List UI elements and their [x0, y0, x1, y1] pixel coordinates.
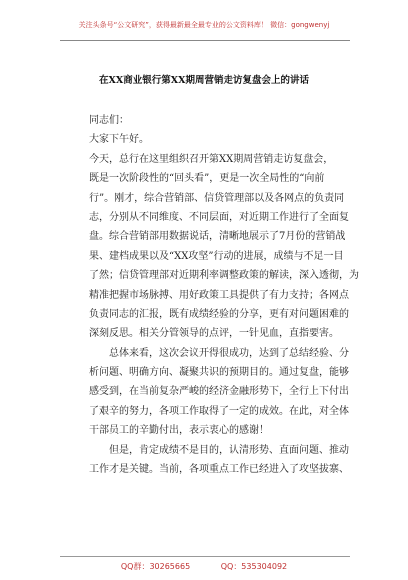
greeting: 大家下午好。: [89, 134, 149, 146]
body-line: 工作才是关键。当前，各项重点工作已经进入了攻坚拔寨、: [89, 464, 349, 476]
header-promo: 关注头条号“公文研究”，获得最新最全最专业的公文资料库！ 微信：gongwenyj: [78, 21, 330, 29]
body-line: 了然；信贷管理部对近期利率调整政策的解读，深入透彻，为: [89, 270, 359, 282]
body-line: 志，分别从不同维度、不同层面，对近期工作进行了全面复: [89, 211, 349, 223]
body-line: 既是一次阶段性的“回头看”，更是一次全局性的“向前: [89, 173, 325, 185]
document-title: 在XX商业银行第XX期周营销走访复盘会上的讲话: [99, 75, 309, 86]
body-line: 负责同志的汇报，既有成绩经验的分享，更有对问题困难的: [89, 308, 349, 320]
header-divider: [60, 40, 350, 41]
body-line: 果、建档成果以及“XX攻坚”行动的进展，成绩与不足一目: [89, 250, 344, 262]
body-line: 但是，肯定成绩不是目的，认清形势、直面问题、推动: [109, 444, 349, 456]
footer-qq: QQ：535304092: [220, 562, 288, 571]
body-line: 行”。刚才，综合营销部、信贷管理部以及各网点的负责同: [89, 192, 345, 204]
body-line: 今天，总行在这里组织召开第XX期周营销走访复盘会，: [89, 153, 334, 165]
body-line: 深刻反思。相关分管领导的点评，一针见血，直指要害。: [89, 328, 339, 340]
body-line: 盘。综合营销部用数据说话，清晰地展示了7月份的营销战: [89, 231, 346, 243]
footer-divider: [60, 556, 350, 557]
body-line: 析问题、明确方向、凝聚共识的预期目的。通过复盘，能够: [89, 367, 349, 379]
body-line: 精准把握市场脉搏、用好政策工具提供了有力支持；各网点: [89, 289, 349, 301]
document-body: [89, 111, 359, 479]
footer-contact: [0, 561, 408, 572]
salutation: 同志们：: [89, 115, 129, 126]
body-line: 总体来看，这次会议开得很成功，达到了总结经验、分: [109, 347, 349, 359]
body-line: 感受到，在当前复杂严峻的经济金融形势下，全行上下付出: [89, 386, 349, 398]
body-line: 了艰辛的努力，各项工作取得了一定的成效。在此，对全体: [89, 405, 349, 417]
footer-qq-group: QQ群：30265665: [120, 562, 191, 571]
body-line: 干部员工的辛勤付出，表示衷心的感谢！: [89, 425, 269, 437]
